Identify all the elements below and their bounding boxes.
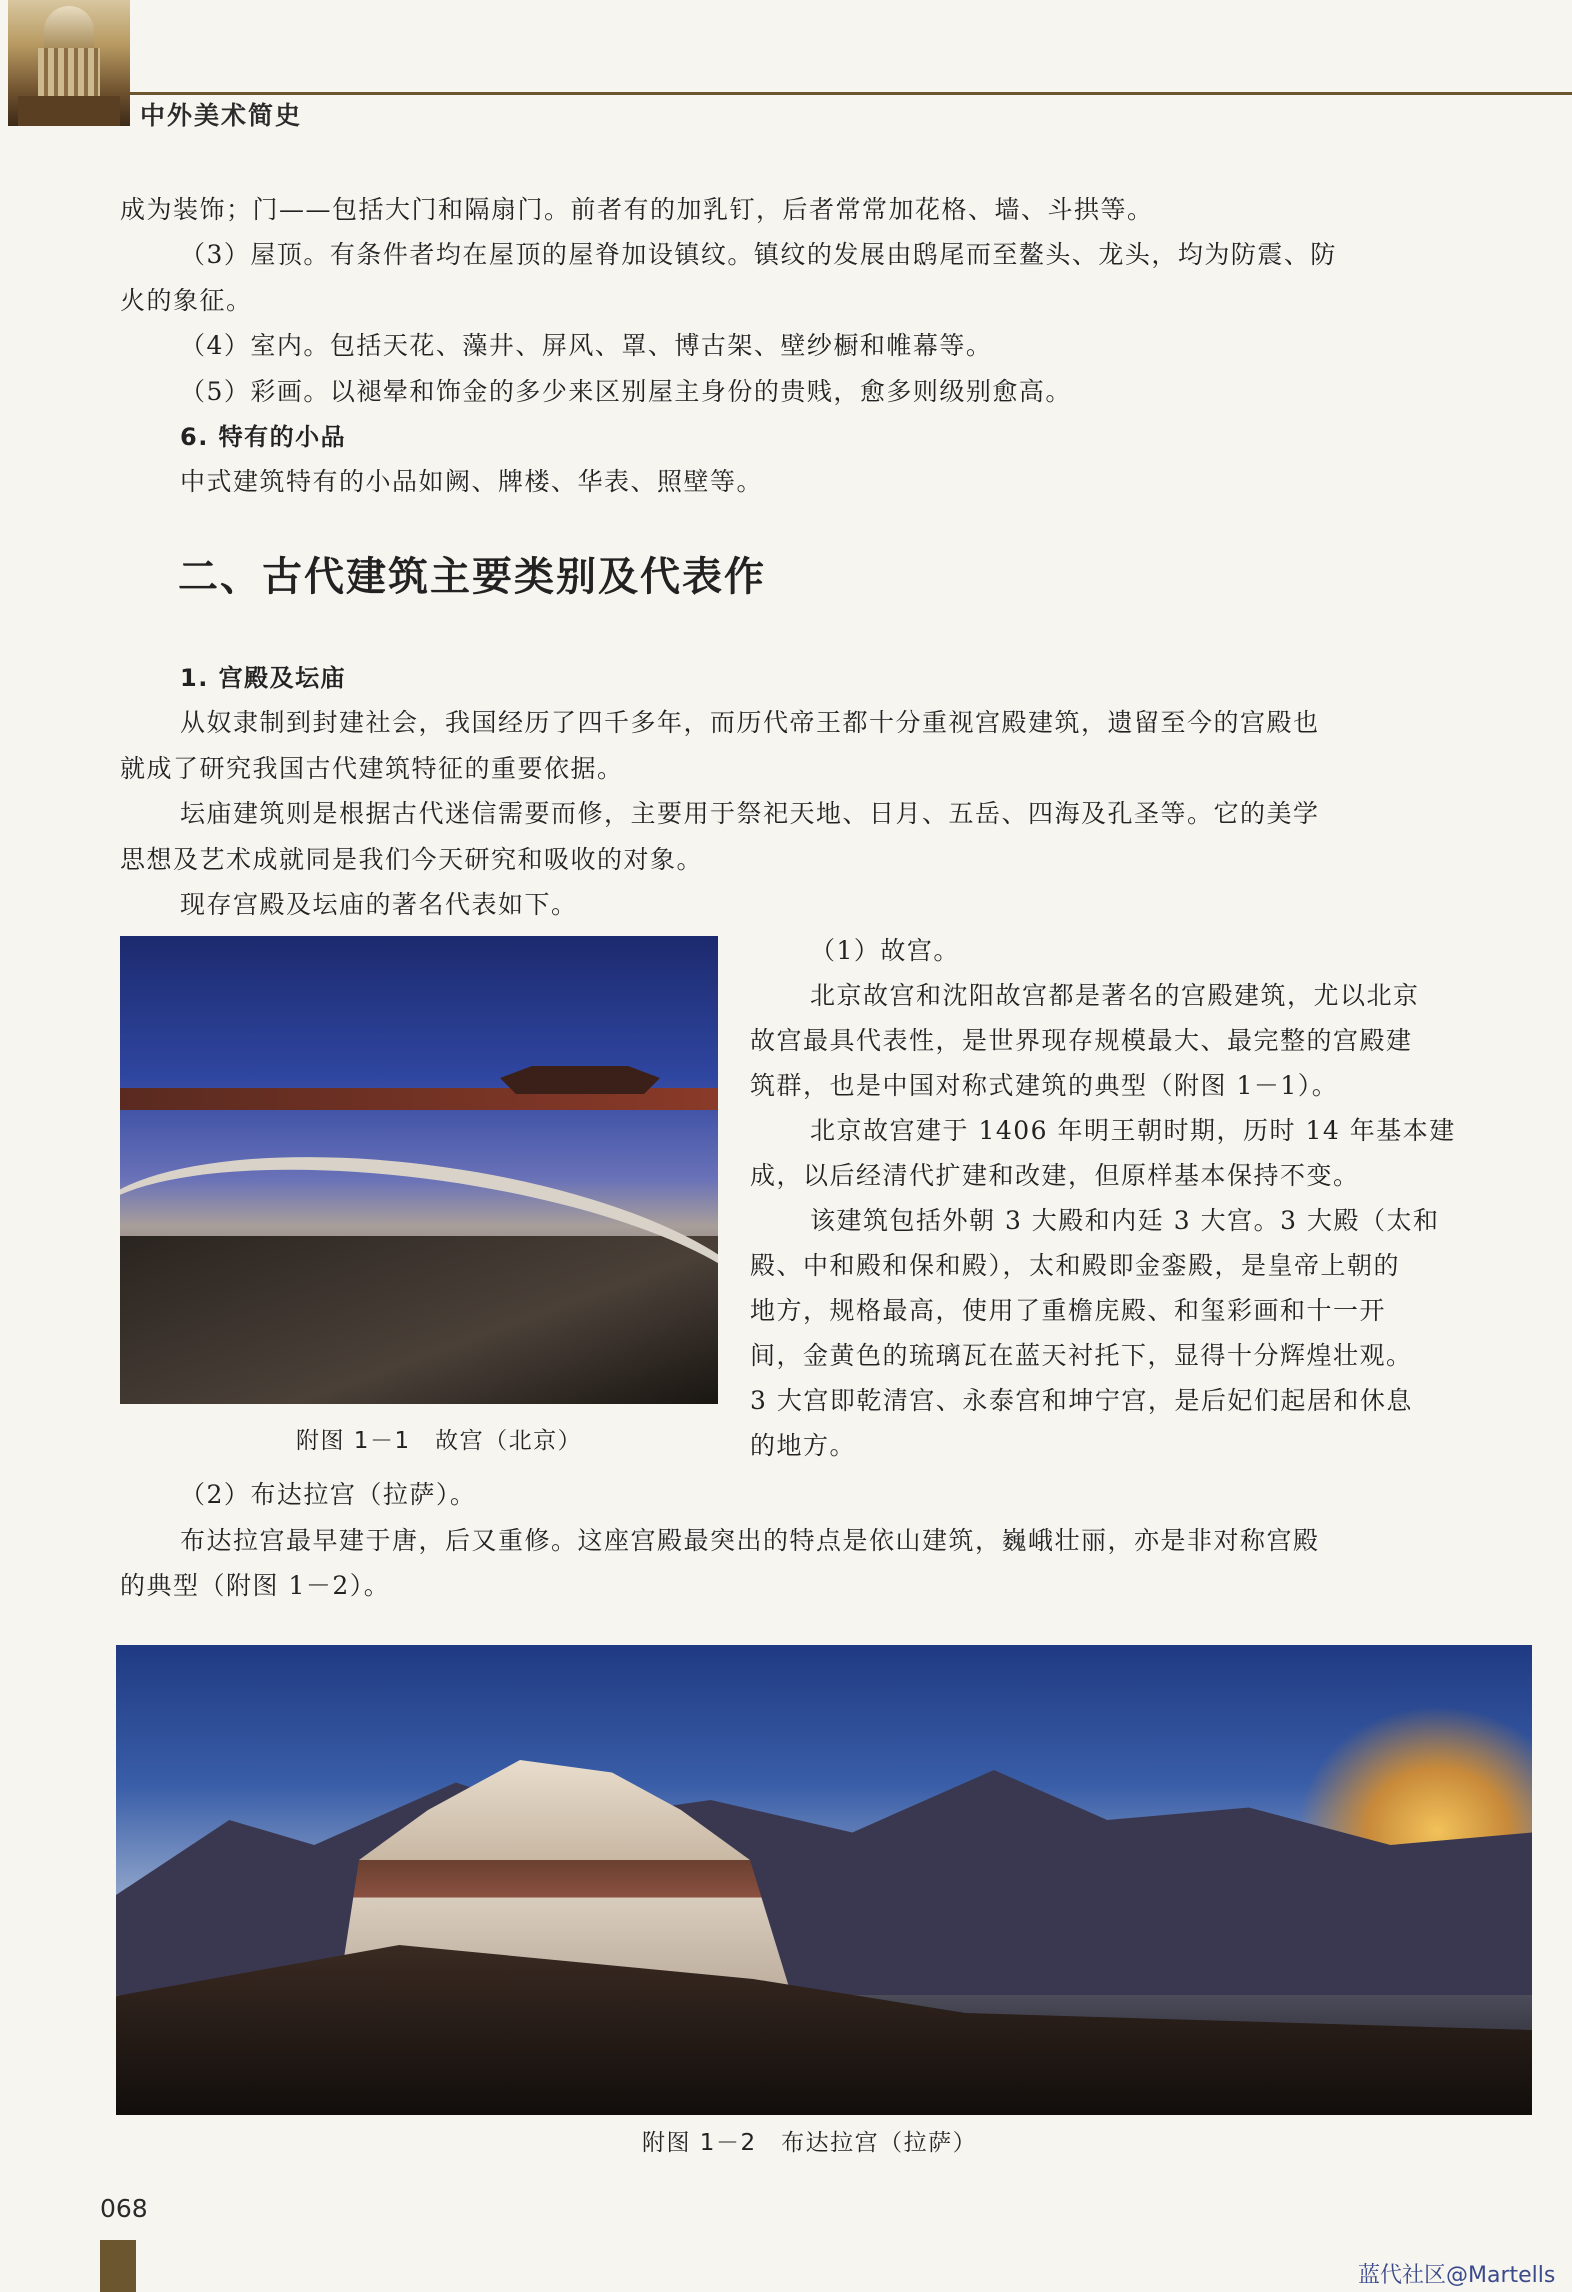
book-title: 中外美术简史 (140, 101, 303, 130)
subheading-special-items: 6. 特有的小品 (180, 423, 347, 451)
potala-line1: 布达拉宫最早建于唐，后又重修。这座宫殿最突出的特点是依山建筑，巍峨壮丽，亦是非对称宫殿 (180, 1526, 1320, 1555)
dome-shape (44, 6, 94, 50)
paragraph-door: 成为装饰；门——包括大门和隔扇门。前者有的加乳钉，后者常常加花格、墙、斗拱等。 (120, 195, 1154, 224)
gugong-line: 故宫最具代表性，是世界现存规模最大、最完整的宫殿建 (750, 1026, 1413, 1055)
gugong-line: 北京故宫建于 1406 年明王朝时期，历时 14 年基本建 (810, 1116, 1456, 1145)
paragraph-interior: （4）室内。包括天花、藻井、屏风、罩、博古架、壁纱橱和帷幕等。 (180, 331, 993, 360)
gugong-line: 成，以后经清代扩建和改建，但原样基本保持不变。 (750, 1161, 1360, 1190)
figure-caption-1: 附图 1－1 故宫（北京） (296, 1428, 583, 1454)
gugong-line: 3 大宫即乾清宫、永泰宫和坤宁宫，是后妃们起居和休息 (750, 1386, 1413, 1415)
gugong-text-column (750, 928, 1530, 1468)
paragraph-special-items: 中式建筑特有的小品如阙、牌楼、华表、照壁等。 (180, 467, 764, 496)
subheading-palace-temple: 1. 宫殿及坛庙 (180, 664, 347, 692)
potala-title: （2）布达拉宫（拉萨）。 (180, 1480, 477, 1509)
gugong-line: 该建筑包括外朝 3 大殿和内廷 3 大宫。3 大殿（太和 (810, 1206, 1440, 1235)
gugong-line: 筑群，也是中国对称式建筑的典型（附图 1－1）。 (750, 1071, 1339, 1100)
page-number: 068 (100, 2194, 148, 2223)
paragraph-painting: （5）彩画。以褪晕和饰金的多少来区别屋主身份的贵贱，愈多则级别愈高。 (180, 377, 1072, 406)
paragraph-roof-line2: 火的象征。 (120, 286, 253, 315)
potala-line2: 的典型（附图 1－2）。 (120, 1571, 391, 1600)
section-heading: 二、古代建筑主要类别及代表作 (178, 554, 766, 600)
colonnade-shape (38, 48, 100, 98)
paragraph-temple-line2: 思想及艺术成就同是我们今天研究和吸收的对象。 (120, 845, 704, 874)
gugong-line: 北京故宫和沈阳故宫都是著名的宫殿建筑，尤以北京 (810, 981, 1420, 1010)
figure-caption-2: 附图 1－2 布达拉宫（拉萨） (642, 2130, 978, 2156)
gugong-line: 地方，规格最高，使用了重檐庑殿、和玺彩画和十一开 (750, 1296, 1387, 1325)
header-rule (130, 92, 1572, 95)
gugong-line: 的地方。 (750, 1431, 857, 1460)
building-base-shape (18, 96, 120, 126)
potala-palace-photo (116, 1645, 1532, 2115)
paragraph-roof-line1: （3）屋顶。有条件者均在屋顶的屋脊加设镇纹。镇纹的发展由鸱尾而至鳌头、龙头，均为防震、防 (180, 240, 1337, 269)
page-tab-marker (100, 2240, 136, 2292)
paragraph-palace-line2: 就成了研究我国古代建筑特征的重要依据。 (120, 754, 624, 783)
header-architecture-image (8, 0, 130, 126)
gugong-line: 间，金黄色的琉璃瓦在蓝天衬托下，显得十分辉煌壮观。 (750, 1341, 1413, 1370)
hall-roof-shape (500, 1054, 660, 1094)
watermark: 蓝代社区@Martells (1358, 2263, 1556, 2288)
gugong-line: 殿、中和殿和保和殿），太和殿即金銮殿，是皇帝上朝的 (750, 1251, 1401, 1280)
paragraph-representatives: 现存宫殿及坛庙的著名代表如下。 (180, 890, 578, 919)
forbidden-city-photo (120, 936, 718, 1404)
paragraph-palace-line1: 从奴隶制到封建社会，我国经历了四千多年，而历代帝王都十分重视宫殿建筑，遗留至今的宫殿也 (180, 708, 1320, 737)
paragraph-temple-line1: 坛庙建筑则是根据古代迷信需要而修，主要用于祭祀天地、日月、五岳、四海及孔圣等。它的美学 (180, 799, 1320, 828)
gugong-title: （1）故宫。 (810, 936, 960, 965)
